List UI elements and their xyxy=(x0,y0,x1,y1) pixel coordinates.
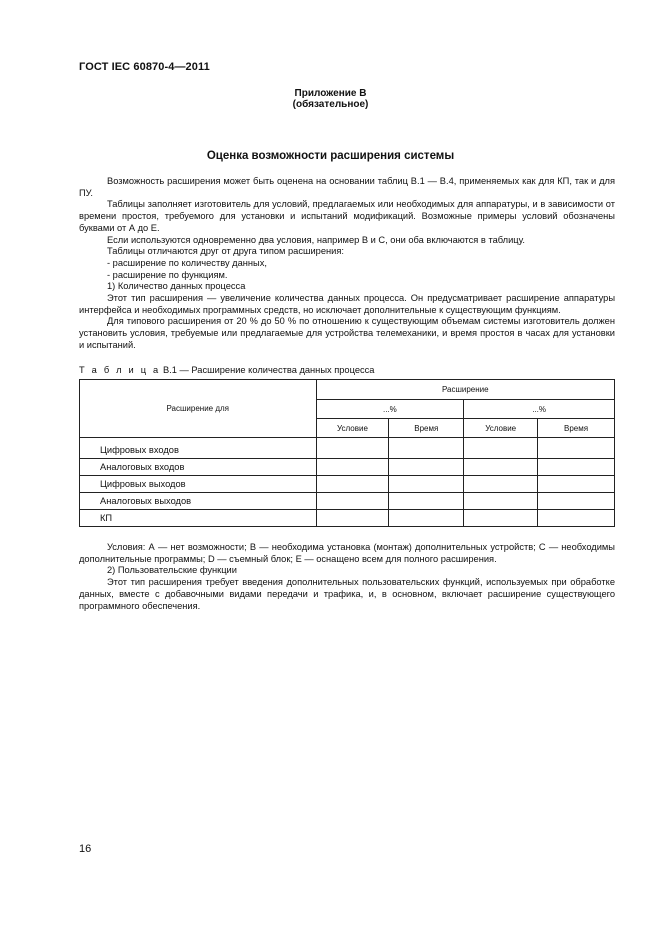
cell xyxy=(538,459,615,476)
cell xyxy=(464,510,538,527)
row-label: Аналоговых выходов xyxy=(80,493,317,510)
document-header: ГОСТ IEC 60870-4—2011 xyxy=(79,61,210,73)
header-extension-for: Расширение для xyxy=(80,380,317,438)
cell xyxy=(464,438,538,459)
paragraph: Этот тип расширения требует введения дополнительных пользовательских функций, используемых при обработке данных, вместе с добавочными видами передачи и трафика, и, в основном, включает расширение существующего программного обеспечения. xyxy=(79,577,615,611)
paragraph: Для типового расширения от 20 % до 50 % по отношению к существующим объемам системы изготовитель должен установить условия, требуемые или предлагаемые для устройства телемеханики, и время простоя в часах для установки и испытаний. xyxy=(79,316,615,350)
body-text-1 xyxy=(79,176,615,352)
cell xyxy=(389,438,464,459)
header-percent-2: ...% xyxy=(464,400,615,419)
page-number: 16 xyxy=(79,843,92,855)
cell xyxy=(316,438,389,459)
cell xyxy=(389,459,464,476)
cell xyxy=(389,476,464,493)
cell xyxy=(316,493,389,510)
cell xyxy=(316,476,389,493)
cell xyxy=(538,510,615,527)
header-condition-1: Условие xyxy=(316,419,389,438)
header-time-1: Время xyxy=(389,419,464,438)
list-item: - расширение по функциям. xyxy=(107,269,228,280)
paragraph: Таблицы отличаются друг от друга типом расширения: xyxy=(107,246,344,257)
row-label: КП xyxy=(80,510,317,527)
cell xyxy=(464,493,538,510)
paragraph: Условия: А — нет возможности; В — необходима установка (монтаж) дополнительных устройств; С — необходимы дополнительные программы; D — съемный блок; Е — оснащено всем для полного расширения. xyxy=(79,542,615,564)
paragraph: Этот тип расширения — увеличение количества данных процесса. Он предусматривает расширение аппаратуры интерфейса и необходимых программных средств, но исключает дополнительные к существующим функциям. xyxy=(79,293,615,315)
cell xyxy=(389,510,464,527)
paragraph: Таблицы заполняет изготовитель для условий, предлагаемых или необходимых для аппаратуры, и в зависимости от времени простоя, требуемого для установки и испытаний модификаций. Возможные примеры условий обозначены буквами от А до Е. xyxy=(79,199,615,233)
header-condition-2: Условие xyxy=(464,419,538,438)
row-label: Цифровых входов xyxy=(80,438,317,459)
paragraph: Возможность расширения может быть оценена на основании таблиц В.1 — В.4, применяемых как для КП, так и для ПУ. xyxy=(79,176,615,198)
table-row xyxy=(80,476,615,493)
table-row xyxy=(80,510,615,527)
cell xyxy=(538,438,615,459)
cell xyxy=(464,459,538,476)
table-row xyxy=(80,438,615,459)
table-caption xyxy=(79,365,374,375)
cell xyxy=(316,459,389,476)
table-row xyxy=(80,459,615,476)
header-extension: Расширение xyxy=(316,380,614,400)
body-text-2 xyxy=(79,542,615,612)
row-label: Аналоговых входов xyxy=(80,459,317,476)
header-percent-1: ...% xyxy=(316,400,464,419)
cell xyxy=(464,476,538,493)
cell xyxy=(538,476,615,493)
appendix-title: Приложение В xyxy=(294,88,367,99)
appendix-status: (обязательное) xyxy=(292,99,369,110)
table-caption-text: В.1 — Расширение количества данных процесса xyxy=(162,365,375,375)
table-row xyxy=(80,493,615,510)
cell xyxy=(389,493,464,510)
cell xyxy=(316,510,389,527)
subheading: 2) Пользовательские функции xyxy=(107,565,237,576)
row-label: Цифровых выходов xyxy=(80,476,317,493)
subheading: 1) Количество данных процесса xyxy=(107,281,246,292)
header-time-2: Время xyxy=(538,419,615,438)
list-item: - расширение по количеству данных, xyxy=(107,257,267,268)
paragraph: Если используются одновременно два условия, например В и С, они оба включаются в таблицу. xyxy=(107,234,525,245)
table-caption-prefix: Т а б л и ц а xyxy=(79,365,161,375)
expansion-table xyxy=(79,379,615,527)
section-title: Оценка возможности расширения системы xyxy=(206,150,455,162)
cell xyxy=(538,493,615,510)
